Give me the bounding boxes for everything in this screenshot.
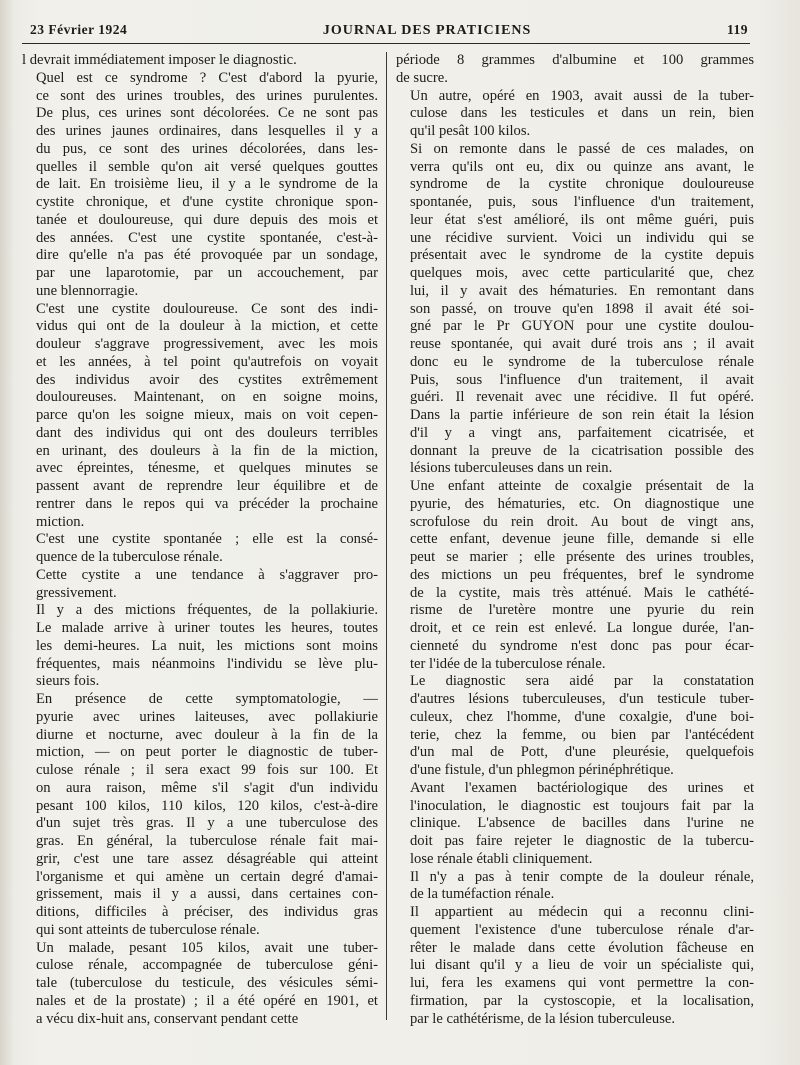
text-line: Puis, sous l'influence d'un traitement, il avait	[410, 371, 754, 388]
text-line: pesant 100 kilos, 110 kilos, 120 kilos, c'est-à-dire	[36, 797, 378, 814]
text-line: quelques mois, avec cette particularité que, chez	[410, 265, 754, 281]
text-line: en urinant, des douleurs à la fin de la miction,	[36, 442, 378, 459]
text-line: doit pas faire rejeter le diagnostic de la tubercu-	[410, 833, 754, 849]
text-line: l devrait immédiatement imposer le diagnostic.	[22, 52, 297, 68]
text-line: droit, et ce rein est enlevé. La longue durée, l'an-	[410, 620, 754, 636]
text-line: douleur s'aggrave progressivement, avec les mois	[36, 336, 378, 352]
text-line: Avant l'examen bactériologique des urines et	[410, 779, 754, 796]
text-line: culose rénale ; il sera exact 99 fois sur 100. Et	[36, 762, 378, 778]
text-line: culose rénale, accompagnée de tuberculose géni-	[36, 957, 378, 974]
text-line: de sucre.	[396, 69, 448, 86]
paragraph	[396, 780, 754, 869]
text-line: verra qu'ils ont eu, dix ou quinze ans avant, le	[410, 158, 754, 175]
text-line: l'organisme et qui amène un certain degré d'amai-	[36, 868, 378, 885]
text-line: culose dans les testicules et dans un rein, bien	[410, 105, 754, 122]
text-line: tanée et douloureuse, qui dure depuis des mois et	[36, 211, 378, 228]
text-line: ce sont des urines troubles, des urines purulentes.	[36, 87, 378, 104]
text-line: de la cystite, mais très atténué. Mais le cathété-	[410, 584, 754, 601]
text-line: quelles il semble qu'on ait versé quelques gouttes	[36, 158, 378, 175]
text-line: douloureuses. Maintenant, on en soigne moins,	[36, 389, 378, 406]
text-line: une blennorragie.	[36, 282, 139, 299]
page-header	[30, 22, 748, 44]
text-line: d'autres lésions tuberculeuses, d'un testicule tuber-	[410, 691, 754, 707]
text-line: En présence de cette symptomatologie, —	[36, 691, 378, 707]
text-line: leur état s'est amélioré, ils ont même guéri, puis	[410, 211, 754, 228]
text-line: Il appartient au médecin qui a reconnu clini-	[410, 904, 754, 920]
text-line: cienneté du syndrome n'est donc pas pour écar-	[410, 637, 754, 654]
text-line: avec épreintes, ténesme, et quelques minutes se	[36, 460, 378, 477]
text-line: parce qu'on les soigne mieux, mais on voit cepen-	[36, 407, 378, 423]
text-line: miction, — on peut porter le diagnostic de tuber-	[36, 744, 378, 761]
text-line: scrofulose du rein droit. Au bout de vingt ans,	[410, 513, 754, 530]
text-line: grissement, mais il y a aussi, dans certaines con-	[36, 886, 378, 903]
text-line: Quel est ce syndrome ? C'est d'abord la pyurie,	[36, 69, 378, 86]
text-line: reuse spontanée, qui avait duré trois ans ; il avait	[410, 336, 754, 352]
text-line: clinique. L'absence de bacilles dans l'urine ne	[410, 815, 754, 832]
text-line: lésions tuberculeuses dans un rein.	[410, 460, 613, 477]
text-line: passent avant de reprendre leur équilibre et de	[36, 478, 378, 494]
paragraph	[396, 141, 754, 478]
text-line: son passé, on trouve qu'en 1898 il avait été soi-	[410, 300, 754, 317]
text-line: des années. C'est une cystite spontanée, c'est-à-	[36, 229, 378, 246]
text-line: terie, chez la femme, ou bien par l'antécédent	[410, 726, 754, 743]
text-line: guéri. Il revenait avec une récidive. Il fut opéré.	[410, 389, 754, 406]
text-line: les demi-heures. La nuit, les mictions sont moins	[36, 637, 378, 654]
paragraph	[396, 673, 754, 780]
text-line: et les années, à tel point qu'autrefois on voyait	[36, 353, 378, 370]
text-line: De plus, ces urines sont décolorées. Ce ne sont pas	[36, 105, 378, 122]
text-line: rêter le malade dans cette évolution fâcheuse en	[410, 939, 754, 956]
text-line: de lait. En troisième lieu, il y a le syndrome de la	[36, 176, 378, 193]
text-line: donc eu le syndrome de la tuberculose rénale	[410, 353, 754, 370]
text-line: on aura raison, même s'il s'agit d'un individu	[36, 779, 378, 796]
paragraph	[396, 869, 754, 905]
text-line: dire qu'elle n'a pas été provoquée par un sondage,	[36, 247, 378, 264]
text-line: lui, fera les examens qui vont permettre la con-	[410, 975, 754, 991]
text-line: d'une fistule, d'un phlegmon périnéphrétique.	[410, 762, 674, 778]
text-line: pyurie, des hématuries, etc. On diagnostique une	[410, 495, 754, 512]
text-line: par une laparotomie, par un accouchement, par	[36, 265, 378, 281]
paragraph	[22, 70, 378, 301]
text-line: des urines jaunes ordinaires, dans lesquelles il y a	[36, 123, 378, 139]
text-line: fréquentes, mais néanmoins l'individu se lève plu-	[36, 655, 378, 672]
text-line: Cette cystite a une tendance à s'aggraver pro-	[36, 566, 378, 583]
text-line: Le diagnostic sera aidé par la constatation	[410, 673, 754, 690]
text-line: Un malade, pesant 105 kilos, avait une tuber-	[36, 939, 378, 956]
text-line: a vécu dix-huit ans, conservant pendant cette	[36, 1010, 299, 1027]
text-line: risme de l'uretère montre une pyurie du rein	[410, 602, 754, 619]
text-line: grir, c'est une tare assez désagréable qui atteint	[36, 850, 378, 867]
header-rule	[22, 43, 750, 44]
text-line: donnant la preuve de la cicatrisation possible des	[410, 442, 754, 459]
text-line: rentrer dans le repos qui va précéder la prochaine	[36, 495, 378, 512]
text-line: gné par le Pr GUYON pour une cystite doulou-	[410, 318, 754, 335]
paragraph	[396, 904, 754, 1028]
paragraph	[22, 531, 378, 567]
paragraph	[22, 602, 378, 691]
text-line: Une enfant atteinte de coxalgie présentait de la	[410, 478, 754, 494]
text-line: des mictions un peu fréquentes, bref le syndrome	[410, 566, 754, 583]
text-line: Le malade arrive à uriner toutes les heures, toutes	[36, 620, 378, 636]
text-line: gressivement.	[36, 584, 117, 601]
paragraph	[22, 567, 378, 603]
paragraph	[22, 301, 378, 532]
text-line: du pus, ce sont des urines décolorées, dans les-	[36, 140, 378, 157]
text-line: d'un sujet très gras. Il y a une tuberculose des	[36, 815, 378, 832]
text-line: nales et de la prostate) ; il a été opéré en 1901, et	[36, 992, 378, 1009]
text-line: dant des individus qui ont des douleurs terribles	[36, 424, 378, 441]
text-line: diurne et nocturne, avec douleur à la fin de la	[36, 726, 378, 743]
text-line: miction.	[36, 513, 85, 530]
text-line: quence de la tuberculose rénale.	[36, 549, 223, 565]
text-line: Dans la partie inférieure de son rein était la lésion	[410, 407, 754, 423]
text-line: peut se marier ; elle présente des urines troubles,	[410, 549, 754, 565]
text-line: gras. En général, la tuberculose rénale fait mai-	[36, 833, 378, 849]
text-line: firmation, par la cystoscopie, et la localisation,	[410, 992, 754, 1009]
text-line: syndrome de la cystite chronique douloureuse	[410, 176, 754, 193]
paragraph	[22, 940, 378, 1029]
text-line: sieurs fois.	[36, 673, 100, 690]
text-line: ter l'idée de la tuberculose rénale.	[410, 655, 606, 672]
text-line: Il n'y a pas à tenir compte de la douleur rénale,	[410, 868, 754, 885]
text-line: culeux, chez l'homme, d'une coxalgie, d'une boi-	[410, 708, 754, 725]
text-line: C'est une cystite douloureuse. Ce sont des indi-	[36, 300, 378, 317]
text-line: des individus avoir des cystites extrêmement	[36, 371, 378, 388]
text-line: spontanée, puis, sous l'influence d'un traitement,	[410, 194, 754, 210]
column-divider	[386, 52, 387, 1020]
paragraph	[22, 691, 378, 940]
text-line: l'inoculation, le diagnostic est toujours fait par la	[410, 797, 754, 814]
text-line: d'un mal de Pott, d'une pleurésie, quelquefois	[410, 744, 754, 761]
text-line: Si on remonte dans le passé de ces malades, on	[410, 140, 754, 157]
text-line: de la tuméfaction rénale.	[410, 886, 555, 903]
text-line: présentait avec le syndrome de la cystite depuis	[410, 247, 754, 264]
text-line: vidus qui ont de la douleur à la miction, et cette	[36, 318, 378, 335]
text-line: une récidive survient. Voici un individu qui se	[410, 229, 754, 246]
text-line: Un autre, opéré en 1903, avait aussi de la tuber-	[410, 87, 754, 104]
text-line: qu'il pesât 100 kilos.	[410, 123, 531, 139]
text-line: cystite chronique, et d'une cystite chronique spon-	[36, 194, 378, 210]
paragraph	[396, 52, 754, 88]
text-line: ditions, difficiles à préciser, des individus gras	[36, 904, 378, 920]
paragraph	[396, 88, 754, 141]
text-line: lui disant qu'il y a lieu de voir un spécialiste qui,	[410, 957, 754, 974]
text-line: C'est une cystite spontanée ; elle est la consé-	[36, 531, 378, 548]
text-line: Il y a des mictions fréquentes, de la pollakiurie.	[36, 602, 378, 619]
paragraph	[22, 52, 378, 70]
text-line: période 8 grammes d'albumine et 100 grammes	[396, 52, 754, 68]
header-date: 23 Février 1924	[30, 22, 128, 37]
left-column	[22, 52, 378, 1028]
text-line: d'il y a vingt ans, parfaitement cicatrisée, et	[410, 424, 754, 441]
text-line: par le cathétérisme, de la lésion tuberculeuse.	[410, 1010, 676, 1027]
text-line: lose rénale établi cliniquement.	[410, 850, 593, 867]
text-line: qui sont atteints de tuberculose rénale.	[36, 921, 260, 938]
text-line: tale (tuberculose du testicule, des vésicules sémi-	[36, 975, 378, 991]
text-line: pyurie avec urines laiteuses, avec pollakiurie	[36, 708, 378, 725]
text-line: quement l'existence d'une tuberculose rénale d'ar-	[410, 921, 754, 938]
header-page-number: 119	[726, 22, 748, 37]
text-line: lui, il y avait des hématuries. En remontant dans	[410, 282, 754, 299]
text-line: cette enfant, devenue jeune fille, demande si elle	[410, 531, 754, 548]
header-journal-title: JOURNAL DES PRATICIENS	[322, 23, 532, 38]
right-column	[396, 52, 754, 1028]
paragraph	[396, 478, 754, 673]
